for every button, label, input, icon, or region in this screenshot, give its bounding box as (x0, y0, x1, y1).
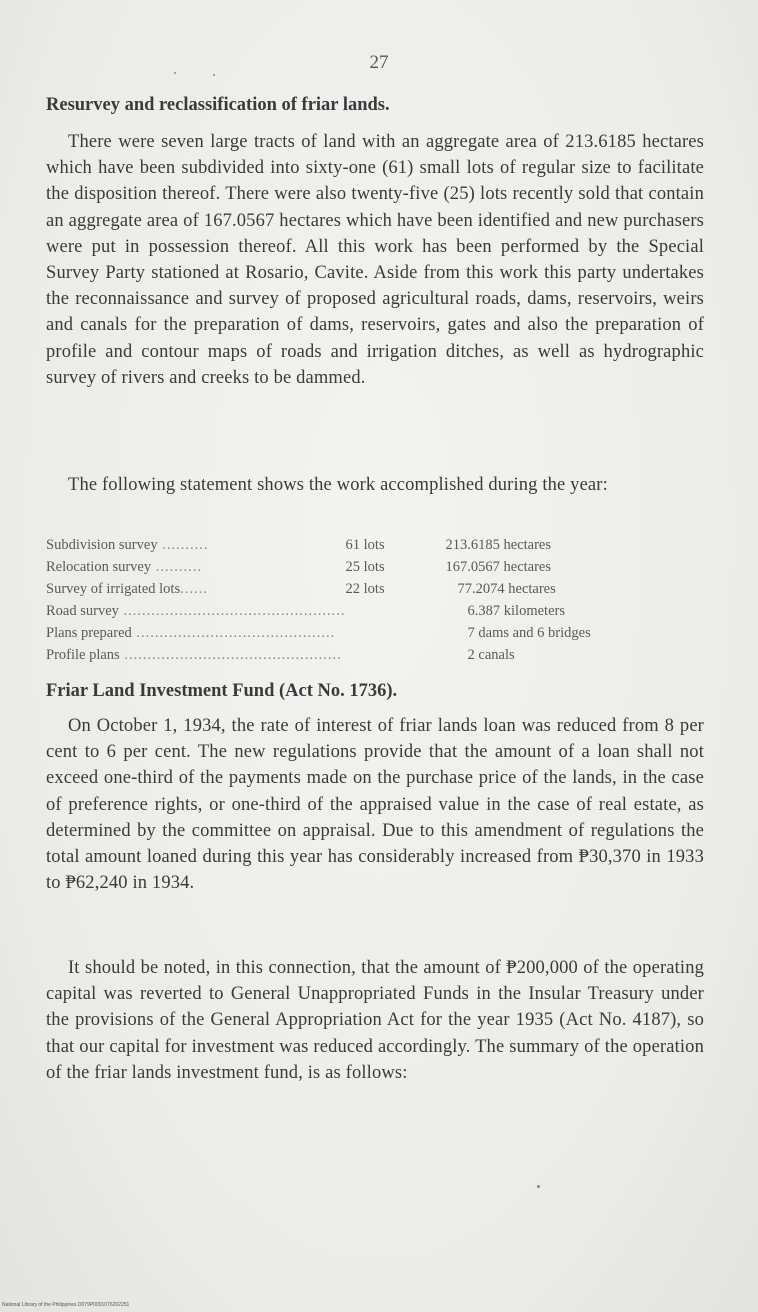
work-table-row (46, 556, 591, 578)
leader-dots: ............................................... (119, 646, 342, 663)
work-label: Survey of irrigated lots (46, 580, 181, 597)
work-value: 167.0567 hectares (445, 558, 552, 575)
paragraph-interest-rate: On October 1, 1934, the rate of interest of friar lands loan was reduced from 8 per cent to 6 per cent. The new regulations provide that the amount of a loan shall not exceed one-third of the payments made on the purchase price of the lands, in the case of preference rights, or one-third of the appraised value in the case of real estate, as determined by the committee on appraisal. Due to this amendment of regulations the total amount loaned during this year has considerably increased from ₱30,370 in 1933 to ₱62,240 in 1934. (46, 716, 704, 894)
scan-footer: National Library of the Philippines D079P0001076202251 (2, 1302, 130, 1308)
leader-dots: .......... (151, 558, 202, 575)
work-lots (346, 600, 446, 622)
paper-speck (174, 72, 176, 74)
page-number: 27 (369, 52, 389, 73)
work-label: Relocation survey (46, 558, 152, 575)
paragraph-statement-intro: The following statement shows the work accomplished during the year: (68, 475, 608, 495)
work-label-cell (46, 622, 346, 644)
paper-speck (213, 74, 215, 76)
work-value: 77.2074 hectares (457, 580, 556, 597)
work-label-cell (46, 534, 346, 556)
work-lots (346, 644, 446, 666)
work-label: Profile plans (46, 646, 120, 663)
work-label: Subdivision survey (46, 536, 158, 553)
work-table-row (46, 534, 591, 556)
work-table-row (46, 600, 591, 622)
work-value: 2 canals (467, 646, 515, 663)
work-lots (346, 622, 446, 644)
work-value: 7 dams and 6 bridges (467, 624, 591, 641)
section-heading-investment-fund: Friar Land Investment Fund (Act No. 1736). (46, 681, 398, 701)
leader-dots: ................................................ (118, 602, 346, 619)
work-table-row (46, 644, 591, 666)
work-table-row (46, 622, 591, 644)
work-label-cell (46, 556, 346, 578)
leader-dots: ........................................... (131, 624, 336, 641)
leader-dots: ...... (180, 580, 208, 597)
work-accomplished-table (46, 534, 591, 666)
work-label-cell (46, 644, 346, 666)
paper-speck (537, 1185, 540, 1188)
work-label: Road survey (46, 602, 119, 619)
work-label-cell (46, 578, 346, 600)
section-heading-resurvey: Resurvey and reclassification of friar lands. (46, 95, 390, 115)
work-lots: 61 lots (345, 536, 385, 553)
paragraph-operating-capital: It should be noted, in this connection, that the amount of ₱200,000 of the operating capital was reverted to General Unappropriated Funds in the Insular Treasury under the provisions of the General Appropriation Act for the year 1935 (Act No. 4187), so that our capital for investment was reduced accordingly. The summary of the operation of the friar lands investment fund, is as follows: (46, 958, 704, 1083)
paragraph-resurvey-body: There were seven large tracts of land with an aggregate area of 213.6185 hectares which have been subdivided into sixty-one (61) small lots of regular size to facilitate the disposition thereof. There were also twenty-five (25) lots recently sold that contain an aggregate area of 167.0567 hectares which have been identified and new purchasers were put in possession thereof. All this work has been performed by the Special Survey Party stationed at Rosario, Cavite. Aside from this work this party undertakes the reconnaissance and survey of proposed agricultural roads, dams, reservoirs, weirs and canals for the preparation of dams, reservoirs, gates and also the preparation of profile and contour maps of roads and irrigation ditches, as well as hydrographic survey of rivers and creeks to be dammed. (46, 132, 704, 388)
work-table-row (46, 578, 591, 600)
work-label: Plans prepared (46, 624, 132, 641)
work-label-cell (46, 600, 346, 622)
work-value: 213.6185 hectares (445, 536, 552, 553)
work-value: 6.387 kilometers (467, 602, 565, 619)
work-lots: 25 lots (345, 558, 385, 575)
leader-dots: .......... (157, 536, 209, 553)
work-lots: 22 lots (345, 580, 385, 597)
